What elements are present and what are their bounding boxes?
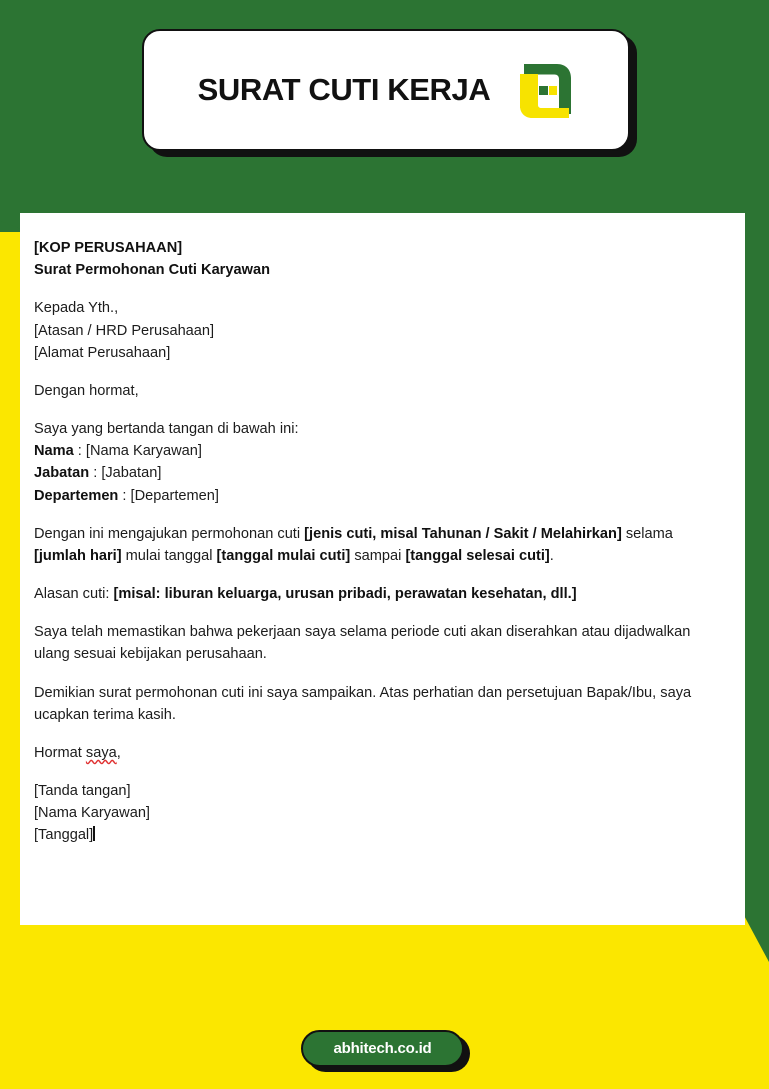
- doc-reason-paragraph: [34, 583, 719, 605]
- doc-kop-text: [KOP PERUSAHAAN]: [34, 240, 183, 256]
- doc-signature-line-1: [Tanda tangan]: [34, 783, 131, 800]
- doc-salutation: Kepada Yth.,: [34, 300, 119, 317]
- doc-signoff-prefix: Hormat: [34, 744, 86, 761]
- doc-identity-sep-position: :: [89, 465, 102, 482]
- document-card: [20, 213, 745, 925]
- doc-signature-line-3: [34, 824, 719, 846]
- doc-identity-intro: Saya yang bertanda tangan di bawah ini:: [34, 421, 299, 438]
- doc-identity-label-position: Jabatan: [34, 465, 90, 482]
- doc-signoff-suffix: ,: [116, 744, 121, 761]
- doc-identity-value-name: [Nama Karyawan]: [85, 443, 202, 460]
- doc-closing-paragraph: Demikian surat permohonan cuti ini saya sampaikan. Atas perhatian dan persetujuan Bapak/Ibu, saya ucapkan terima kasih.: [34, 684, 692, 723]
- abhitech-logo-icon: [512, 61, 574, 119]
- footer-website-badge[interactable]: [301, 1030, 464, 1067]
- text-cursor-caret: [93, 826, 95, 841]
- doc-request-part-3: mulai tanggal: [121, 547, 217, 564]
- page-title: SURAT CUTI KERJA: [197, 72, 491, 107]
- doc-kop: [34, 237, 719, 259]
- footer-website-text: abhitech.co.id: [333, 1040, 432, 1057]
- doc-subject: [34, 259, 719, 281]
- doc-subject-text: Surat Permohonan Cuti Karyawan: [34, 262, 270, 279]
- document-body: [34, 237, 719, 847]
- doc-reason-label: Alasan cuti:: [34, 586, 114, 603]
- doc-identity-row-department: [34, 485, 719, 507]
- doc-signoff-misspelled-word: saya: [85, 744, 117, 761]
- doc-greeting: Dengan hormat,: [34, 382, 139, 399]
- doc-identity-sep-name: :: [73, 443, 86, 460]
- doc-request-duration: [jumlah hari]: [34, 547, 122, 564]
- doc-request-part-4: sampai: [350, 547, 406, 564]
- doc-identity-sep-department: :: [118, 487, 131, 504]
- doc-request-paragraph: [34, 523, 719, 567]
- doc-signature-date-text: [Tanggal]: [34, 827, 94, 844]
- doc-handover-paragraph: Saya telah memastikan bahwa pekerjaan saya selama periode cuti akan diserahkan atau dijadwalkan ulang sesuai kebijakan perusahaan.: [34, 624, 691, 663]
- header-banner: [142, 29, 630, 151]
- doc-request-leave-type: [jenis cuti, misal Tahunan / Sakit / Melahirkan]: [304, 525, 622, 542]
- doc-request-part-5: .: [549, 547, 554, 564]
- doc-signature-line-2: [Nama Karyawan]: [34, 805, 150, 822]
- doc-request-part-2: selama: [621, 525, 673, 542]
- doc-recipient-line-2: [Alamat Perusahaan]: [34, 344, 171, 361]
- doc-reason-value: [misal: liburan keluarga, urusan pribadi, perawatan kesehatan, dll.]: [113, 586, 577, 603]
- doc-identity-label-name: Nama: [34, 443, 74, 460]
- doc-identity-label-department: Departemen: [34, 487, 119, 504]
- doc-identity-value-position: [Jabatan]: [101, 465, 162, 482]
- doc-request-end-date: [tanggal selesai cuti]: [405, 547, 550, 564]
- doc-request-start-date: [tanggal mulai cuti]: [216, 547, 351, 564]
- doc-identity-value-department: [Departemen]: [130, 487, 219, 504]
- doc-request-part-1: Dengan ini mengajukan permohonan cuti: [34, 525, 305, 542]
- doc-identity-row-position: [34, 462, 719, 484]
- doc-signoff: [34, 742, 719, 764]
- doc-identity-row-name: [34, 440, 719, 462]
- doc-recipient-line-1: [Atasan / HRD Perusahaan]: [34, 322, 215, 339]
